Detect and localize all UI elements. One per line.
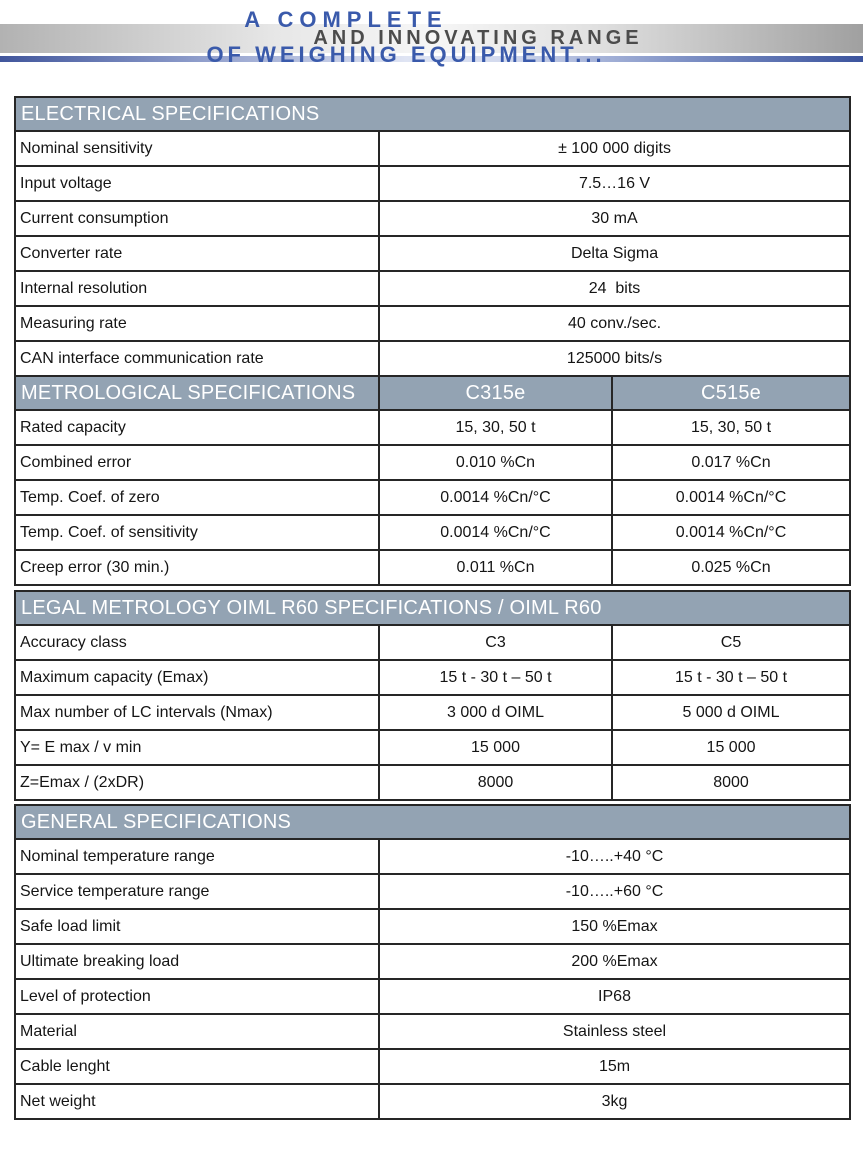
table-row bbox=[15, 839, 850, 874]
spec-label: Accuracy class bbox=[15, 625, 379, 660]
table-row bbox=[15, 550, 850, 585]
spec-label: Temp. Coef. of zero bbox=[15, 480, 379, 515]
spec-label: Net weight bbox=[15, 1084, 379, 1119]
spec-value: 125000 bits/s bbox=[379, 341, 850, 376]
spec-value-c515e: 0.025 %Cn bbox=[612, 550, 850, 585]
spec-value: ± 100 000 digits bbox=[379, 131, 850, 166]
spec-value: Stainless steel bbox=[379, 1014, 850, 1049]
column-header-c515e: C515e bbox=[612, 376, 850, 410]
spec-label: Combined error bbox=[15, 445, 379, 480]
spec-value-c315e: 15, 30, 50 t bbox=[379, 410, 612, 445]
spec-label: Maximum capacity (Emax) bbox=[15, 660, 379, 695]
general-specifications-table bbox=[14, 804, 851, 1120]
spec-label: Level of protection bbox=[15, 979, 379, 1014]
table-row bbox=[15, 909, 850, 944]
table-row bbox=[15, 480, 850, 515]
spec-label: Material bbox=[15, 1014, 379, 1049]
spec-value: 30 mA bbox=[379, 201, 850, 236]
page-header-banner bbox=[0, 0, 863, 96]
spec-value-c315e: 0.010 %Cn bbox=[379, 445, 612, 480]
spec-value-c515e: 0.0014 %Cn/°C bbox=[612, 515, 850, 550]
table-row bbox=[15, 1014, 850, 1049]
spec-label: Service temperature range bbox=[15, 874, 379, 909]
spec-value-c315e: 0.0014 %Cn/°C bbox=[379, 480, 612, 515]
table-row bbox=[15, 1084, 850, 1119]
spec-value-c5: C5 bbox=[612, 625, 850, 660]
spec-label: Measuring rate bbox=[15, 306, 379, 341]
table-row bbox=[15, 131, 850, 166]
spec-value-c3: 15 t - 30 t – 50 t bbox=[379, 660, 612, 695]
table-row bbox=[15, 1049, 850, 1084]
spec-value-c5: 15 000 bbox=[612, 730, 850, 765]
table-row bbox=[15, 341, 850, 376]
spec-value-c5: 15 t - 30 t – 50 t bbox=[612, 660, 850, 695]
spec-label: Y= E max / v min bbox=[15, 730, 379, 765]
spec-value-c315e: 0.011 %Cn bbox=[379, 550, 612, 585]
table-row bbox=[15, 874, 850, 909]
table-row bbox=[15, 695, 850, 730]
spec-value: 7.5…16 V bbox=[379, 166, 850, 201]
spec-value-c515e: 0.0014 %Cn/°C bbox=[612, 480, 850, 515]
spec-value-c5: 8000 bbox=[612, 765, 850, 800]
spec-label: Ultimate breaking load bbox=[15, 944, 379, 979]
section-title-metrological: METROLOGICAL SPECIFICATIONS bbox=[15, 376, 379, 410]
spec-value: Delta Sigma bbox=[379, 236, 850, 271]
section-header-row bbox=[15, 591, 850, 625]
section-header-row bbox=[15, 805, 850, 839]
spec-label: Cable lenght bbox=[15, 1049, 379, 1084]
spec-value-c315e: 0.0014 %Cn/°C bbox=[379, 515, 612, 550]
spec-label: Temp. Coef. of sensitivity bbox=[15, 515, 379, 550]
section-header-row bbox=[15, 376, 850, 410]
spec-value: 200 %Emax bbox=[379, 944, 850, 979]
spec-value: IP68 bbox=[379, 979, 850, 1014]
spec-value: 15m bbox=[379, 1049, 850, 1084]
spec-value-c3: 8000 bbox=[379, 765, 612, 800]
section-title-general: GENERAL SPECIFICATIONS bbox=[15, 805, 850, 839]
spec-label: Z=Emax / (2xDR) bbox=[15, 765, 379, 800]
banner-title-line-3: OF WEIGHING EQUIPMENT... bbox=[206, 42, 606, 67]
spec-value-c515e: 15, 30, 50 t bbox=[612, 410, 850, 445]
table-row bbox=[15, 201, 850, 236]
spec-label: Nominal sensitivity bbox=[15, 131, 379, 166]
spec-label: Rated capacity bbox=[15, 410, 379, 445]
table-row bbox=[15, 410, 850, 445]
electrical-and-metrological-table bbox=[14, 96, 851, 586]
table-row bbox=[15, 660, 850, 695]
spec-value: 3kg bbox=[379, 1084, 850, 1119]
spec-label: Current consumption bbox=[15, 201, 379, 236]
section-header-row bbox=[15, 97, 850, 131]
spec-value-c3: C3 bbox=[379, 625, 612, 660]
spec-value: -10…..+40 °C bbox=[379, 839, 850, 874]
spec-value: 150 %Emax bbox=[379, 909, 850, 944]
spec-label: Internal resolution bbox=[15, 271, 379, 306]
banner-title-line-2: AND INNOVATING RANGE bbox=[313, 27, 643, 49]
table-row bbox=[15, 306, 850, 341]
spec-label: Input voltage bbox=[15, 166, 379, 201]
section-title-electrical: ELECTRICAL SPECIFICATIONS bbox=[15, 97, 850, 131]
legal-metrology-table bbox=[14, 590, 851, 801]
spec-value: -10…..+60 °C bbox=[379, 874, 850, 909]
table-row bbox=[15, 730, 850, 765]
spec-label: Nominal temperature range bbox=[15, 839, 379, 874]
table-row bbox=[15, 765, 850, 800]
spec-value-c5: 5 000 d OIML bbox=[612, 695, 850, 730]
banner-title-line-1: A COMPLETE bbox=[244, 7, 448, 32]
table-row bbox=[15, 166, 850, 201]
column-header-c315e: C315e bbox=[379, 376, 612, 410]
spec-label: Creep error (30 min.) bbox=[15, 550, 379, 585]
spec-value: 40 conv./sec. bbox=[379, 306, 850, 341]
section-title-legal: LEGAL METROLOGY OIML R60 SPECIFICATIONS / OIML R60 bbox=[15, 591, 850, 625]
table-row bbox=[15, 944, 850, 979]
table-row bbox=[15, 271, 850, 306]
table-row bbox=[15, 236, 850, 271]
table-row bbox=[15, 979, 850, 1014]
table-row bbox=[15, 625, 850, 660]
spec-label: CAN interface communication rate bbox=[15, 341, 379, 376]
spec-label: Converter rate bbox=[15, 236, 379, 271]
spec-label: Safe load limit bbox=[15, 909, 379, 944]
table-row bbox=[15, 515, 850, 550]
spec-value: 24 bits bbox=[379, 271, 850, 306]
spec-value-c515e: 0.017 %Cn bbox=[612, 445, 850, 480]
spec-label: Max number of LC intervals (Nmax) bbox=[15, 695, 379, 730]
spec-value-c3: 3 000 d OIML bbox=[379, 695, 612, 730]
spec-value-c3: 15 000 bbox=[379, 730, 612, 765]
table-row bbox=[15, 445, 850, 480]
